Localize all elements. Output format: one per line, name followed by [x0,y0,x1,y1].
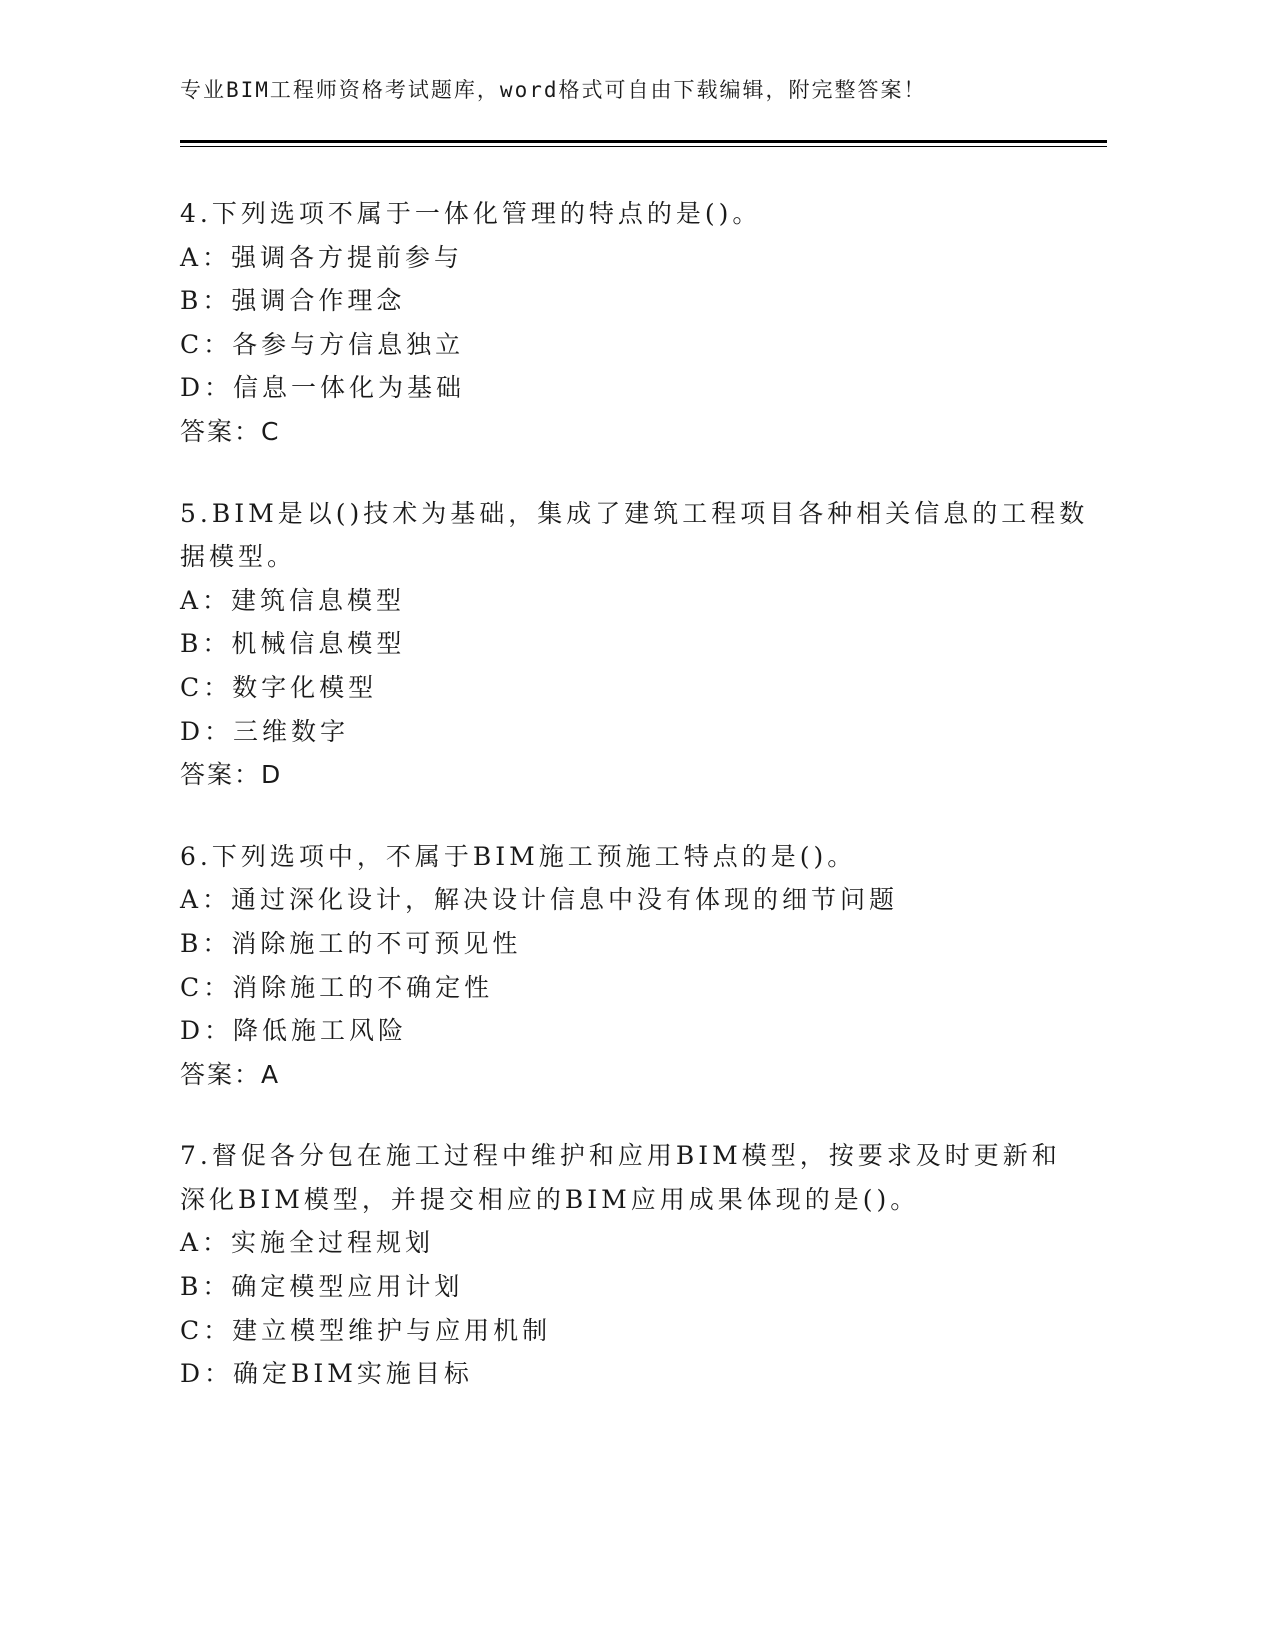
question-4-answer: 答案：C [180,416,281,446]
question-6-option-a: A：通过深化设计，解决设计信息中没有体现的细节问题 [180,885,899,915]
question-4-option-d: D：信息一体化为基础 [180,373,466,403]
question-6-option-b: B：消除施工的不可预见性 [180,928,522,958]
question-6-answer: 答案：A [180,1059,281,1089]
question-4 [180,192,1060,454]
question-4-option-b: B：强调合作理念 [180,286,406,316]
page-header: 专业BIM工程师资格考试题库，word格式可自由下载编辑，附完整答案！ [180,78,927,102]
question-6-option-d: D：降低施工风险 [180,1016,408,1046]
question-5-answer: 答案：D [180,760,283,790]
question-6-option-c: C：消除施工的不确定性 [180,972,494,1002]
question-7 [180,1134,1060,1396]
question-5-option-d: D：三维数字 [180,716,350,746]
question-7-stem-line-2: 深化BIM模型，并提交相应的BIM应用成果体现的是()。 [180,1184,920,1214]
question-list [180,192,1089,1434]
question-4-stem: 4.下列选项不属于一体化管理的特点的是()。 [180,199,762,228]
header-rule-thick [180,140,1107,143]
question-7-option-b: B：确定模型应用计划 [180,1272,464,1302]
question-7-option-a: A：实施全过程规划 [180,1228,435,1258]
question-6 [180,835,1060,1097]
question-5-stem-line-1: 5.BIM是以()技术为基础，集成了建筑工程项目各种相关信息的工程数 [180,498,1089,528]
question-4-option-c: C：各参与方信息独立 [180,329,465,359]
question-5 [180,492,1089,797]
header-rule-thin [180,146,1107,147]
question-7-option-d: D：确定BIM实施目标 [180,1359,473,1389]
question-5-option-a: A：建筑信息模型 [180,585,406,615]
question-7-stem-line-1: 7.督促各分包在施工过程中维护和应用BIM模型，按要求及时更新和 [180,1141,1061,1171]
question-5-stem-line-2: 据模型。 [180,542,297,572]
question-6-stem: 6.下列选项中，不属于BIM施工预施工特点的是()。 [180,841,857,871]
question-5-option-c: C：数字化模型 [180,672,378,702]
question-7-option-c: C：建立模型维护与应用机制 [180,1315,552,1345]
question-4-option-a: A：强调各方提前参与 [180,242,464,272]
question-5-option-b: B：机械信息模型 [180,629,406,659]
